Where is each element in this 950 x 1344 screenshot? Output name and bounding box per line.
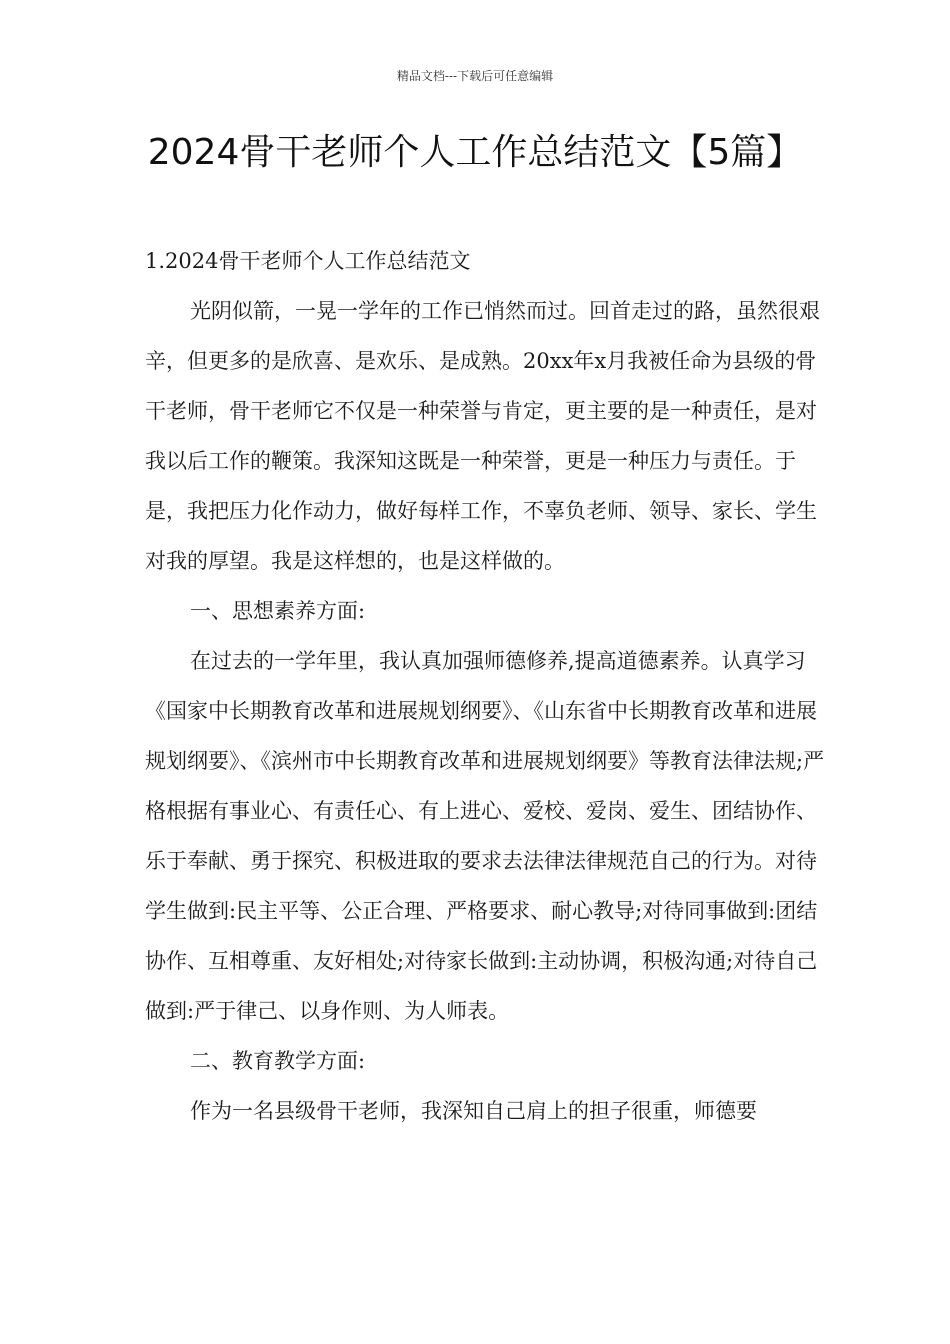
paragraph-intro: 光阴似箭，一晃一学年的工作已悄然而过。回首走过的路，虽然很艰辛，但更多的是欣喜、是欢乐、是成熟。20xx年x月我被任命为县级的骨干老师，骨干老师它不仅是一种荣誉与肯定，更主要的是一种责任，是对我以后工作的鞭策。我深知这既是一种荣誉，更是一种压力与责任。于是，我把压力化作动力，做好每样工作，不辜负老师、领导、家长、学生对我的厚望。我是这样想的，也是这样做的。 xyxy=(145,299,820,573)
header-note: 精品文档---下载后可任意编辑 xyxy=(396,69,554,83)
paragraph-ideology: 在过去的一学年里，我认真加强师德修养,提高道德素养。认真学习《国家中长期教育改革和进展规划纲要》、《山东省中长期教育改革和进展规划纲要》、《滨州市中长期教育改革和进展规划纲要》等教育法律法规;严格根据有事业心、有责任心、有上进心、爱校、爱岗、爱生、团结协作、乐于奉献、勇于探究、积极进取的要求去法律法律规范自己的行为。对待学生做到:民主平等、公正合理、严格要求、耐心教导;对待同事做到:团结协作、互相尊重、友好相处;对待家长做到:主动协调，积极沟通;对待自己做到:严于律己、以身作则、为人师表。 xyxy=(145,649,825,1023)
document-body xyxy=(145,236,825,1136)
subheading-teaching: 二、教育教学方面: xyxy=(190,1049,366,1073)
section-heading: 1.2024骨干老师个人工作总结范文 xyxy=(145,249,471,273)
document-title: 2024骨干老师个人工作总结范文【5篇】 xyxy=(147,132,803,173)
paragraph-teaching: 作为一名县级骨干老师，我深知自己肩上的担子很重，师德要 xyxy=(190,1099,757,1123)
subheading-ideology: 一、思想素养方面: xyxy=(190,599,366,623)
